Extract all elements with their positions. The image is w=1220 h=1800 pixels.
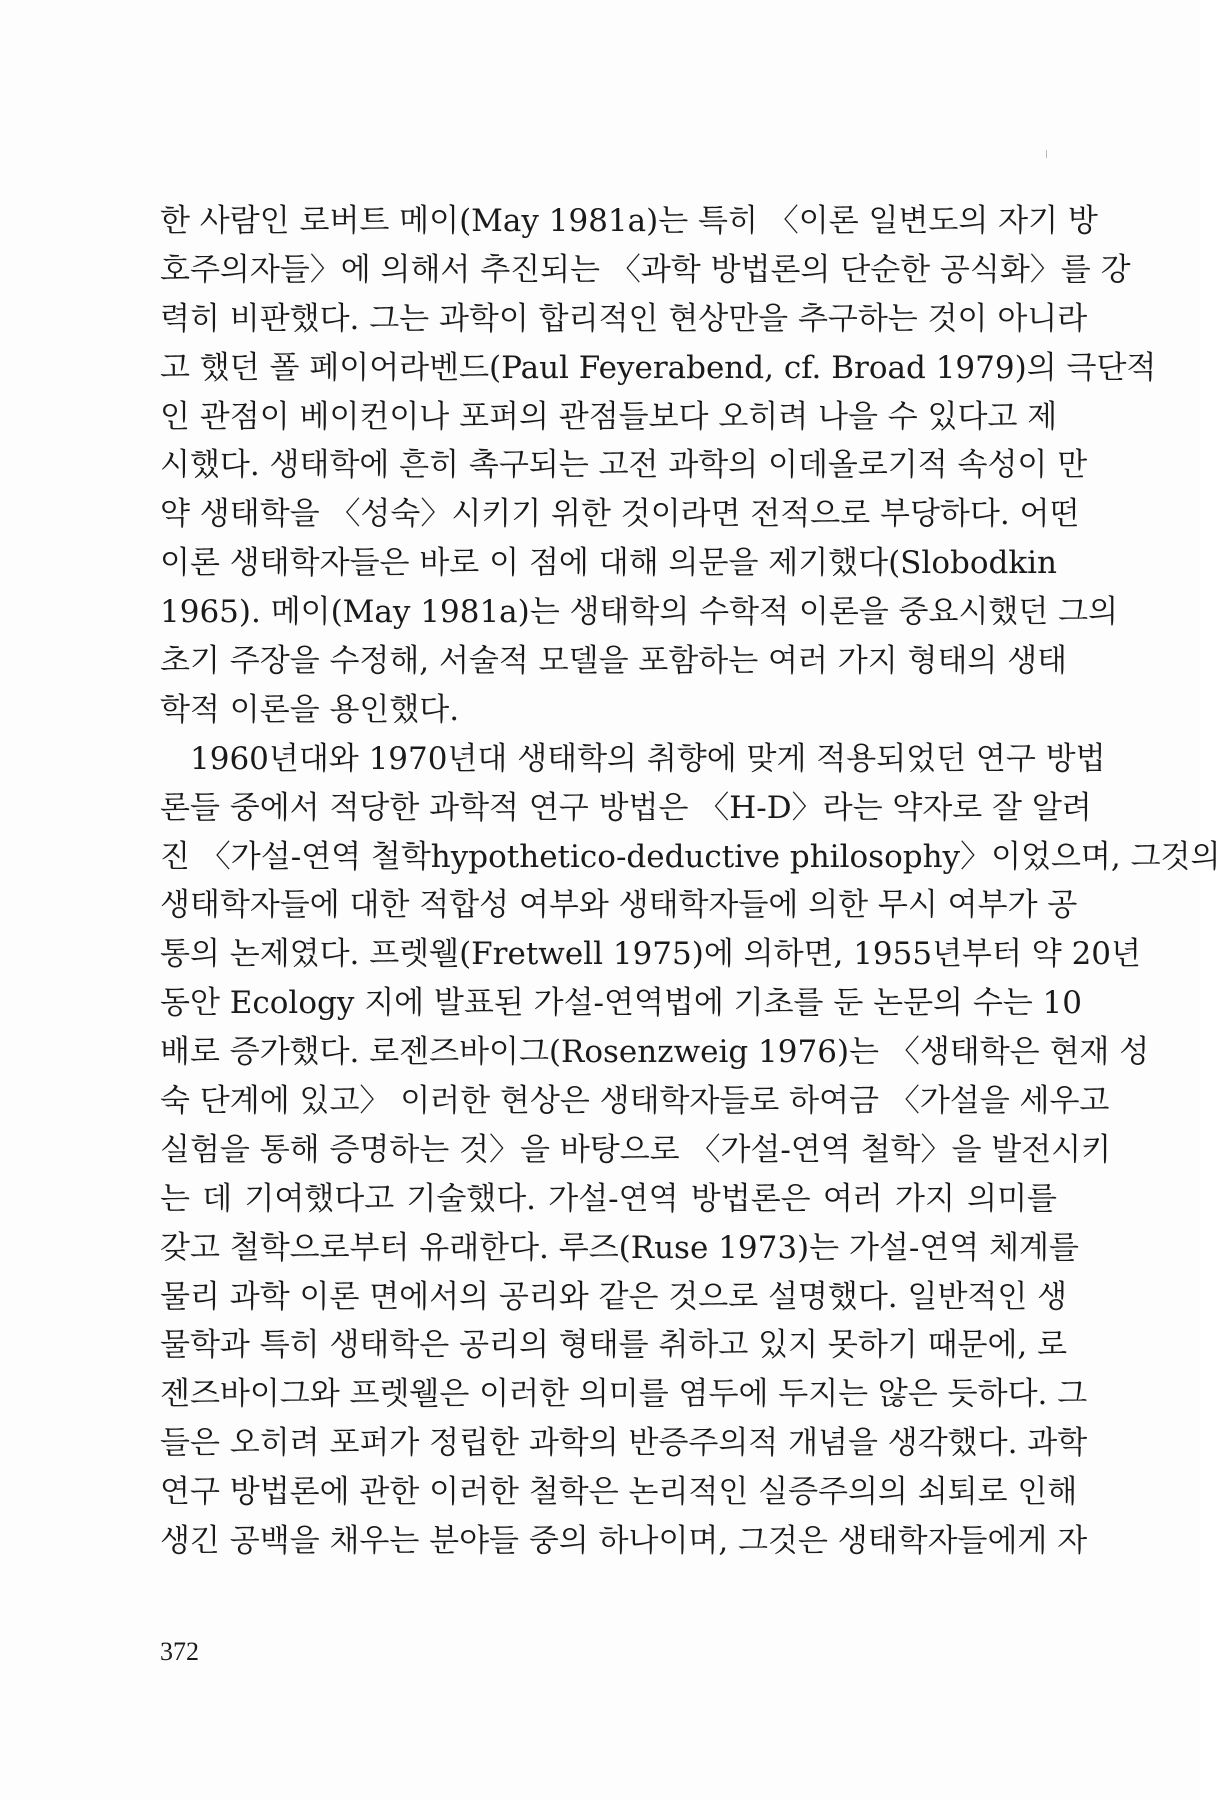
paragraph-end-line: 학적 이론을 용인했다. xyxy=(160,691,460,728)
text-line: 는 데 기여했다고 기술했다. 가설-연역 방법론은 여러 가지 의미를 xyxy=(160,1180,1057,1217)
page-number: 372 xyxy=(160,1637,199,1666)
scan-mark xyxy=(1046,150,1047,158)
text-line: 실험을 통해 증명하는 것〉을 바탕으로 〈가설-연역 철학〉을 발전시키 xyxy=(160,1131,1112,1168)
text-line: 이론 생태학자들은 바로 이 점에 대해 의문을 제기했다(Slobodkin xyxy=(160,545,1057,582)
text-line: 초기 주장을 수정해, 서술적 모델을 포함하는 여러 가지 형태의 생태 xyxy=(160,643,1068,680)
text-line: 동안 Ecology 지에 발표된 가설-연역법에 기초를 둔 논문의 수는 10 xyxy=(160,985,1083,1022)
text-line: 약 생태학을 〈성숙〉시키기 위한 것이라면 전적으로 부당하다. 어떤 xyxy=(160,496,1080,533)
text-line: 진 〈가설-연역 철학hypothetico-deductive philosophy〉이었으며, 그것의 xyxy=(160,838,1220,875)
text-line: 력히 비판했다. 그는 과학이 합리적인 현상만을 추구하는 것이 아니라 xyxy=(160,300,1088,337)
text-line: 물학과 특히 생태학은 공리의 형태를 취하고 있지 못하기 때문에, 로 xyxy=(160,1327,1068,1364)
text-line: 젠즈바이그와 프렛웰은 이러한 의미를 염두에 두지는 않은 듯하다. 그 xyxy=(160,1376,1088,1413)
text-line: 시했다. 생태학에 흔히 촉구되는 고전 과학의 이데올로기적 속성이 만 xyxy=(160,447,1088,484)
paragraph-start-line: 1960년대와 1970년대 생태학의 취향에 맞게 적용되었던 연구 방법 xyxy=(190,740,1106,777)
text-line: 들은 오히려 포퍼가 정립한 과학의 반증주의적 개념을 생각했다. 과학 xyxy=(160,1425,1088,1462)
text-line: 갖고 철학으로부터 유래한다. 루즈(Ruse 1973)는 가설-연역 체계를 xyxy=(160,1229,1079,1266)
text-line: 생태학자들에 대한 적합성 여부와 생태학자들에 의한 무시 여부가 공 xyxy=(160,887,1078,924)
text-line: 1965). 메이(May 1981a)는 생태학의 수학적 이론을 중요시했던 그의 xyxy=(160,594,1119,631)
text-line: 통의 논제였다. 프렛웰(Fretwell 1975)에 의하면, 1955년부터 약 20년 xyxy=(160,936,1141,973)
text-line: 배로 증가했다. 로젠즈바이그(Rosenzweig 1976)는 〈생태학은 현재 성 xyxy=(160,1034,1150,1071)
text-line: 연구 방법론에 관한 이러한 철학은 논리적인 실증주의의 쇠퇴로 인해 xyxy=(160,1474,1078,1511)
text-line: 한 사람인 로버트 메이(May 1981a)는 특히 〈이론 일변도의 자기 방 xyxy=(160,203,1098,239)
text-line: 숙 단계에 있고〉 이러한 현상은 생태학자들로 하여금 〈가설을 세우고 xyxy=(160,1083,1110,1120)
body-text xyxy=(160,197,1220,1566)
text-line: 물리 과학 이론 면에서의 공리와 같은 것으로 설명했다. 일반적인 생 xyxy=(160,1278,1068,1315)
text-line: 인 관점이 베이컨이나 포퍼의 관점들보다 오히려 나을 수 있다고 제 xyxy=(160,398,1058,435)
text-line: 론들 중에서 적당한 과학적 연구 방법은 〈H-D〉라는 약자로 잘 알려 xyxy=(160,789,1092,826)
text-line: 생긴 공백을 채우는 분야들 중의 하나이며, 그것은 생태학자들에게 자 xyxy=(160,1523,1088,1560)
text-line: 고 했던 폴 페이어라벤드(Paul Feyerabend, cf. Broad 1979)의 극단적 xyxy=(160,349,1157,386)
text-line: 호주의자들〉에 의해서 추진되는 〈과학 방법론의 단순한 공식화〉를 강 xyxy=(160,251,1131,288)
